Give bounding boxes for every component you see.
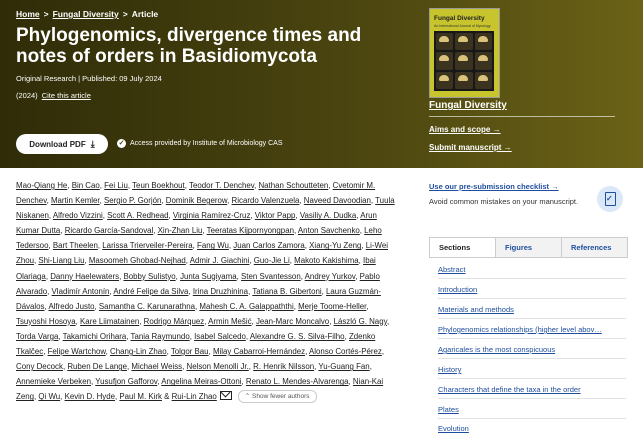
check-circle-icon: ✓ [118,140,125,147]
author-link[interactable]: Kare Liimatainen [80,316,140,326]
author-link[interactable]: Milay Cabarroi-Hernández [212,347,306,357]
author-link[interactable]: Zdenko Tkalčec [16,331,376,357]
author-link[interactable]: Ibai Olariaga [16,256,376,281]
divider [438,298,626,299]
divider [438,398,626,399]
author-link[interactable]: Tania Raymundo [130,331,190,341]
author-link[interactable]: Renato L. Mendes-Alvarenga [245,377,349,387]
author-link[interactable]: Paul M. Kirk [119,392,162,402]
divider [438,378,626,379]
author-link[interactable]: Kevin D. Hyde [64,392,115,402]
aims-scope-link[interactable]: Aims and scope → [429,125,501,134]
author-link[interactable]: Torda Varga [16,331,59,341]
author-link[interactable]: Larissa Trierveiler-Pereira [102,241,193,251]
author-link[interactable]: Rodrigo Márquez [143,316,205,326]
author-link[interactable]: Vladimír Antonín [51,286,110,296]
author-link[interactable]: Alfredo Justo [48,301,95,311]
author-conjunction: & [164,392,170,402]
access-text: Access provided by Institute of Microbiology CAS [130,140,283,147]
journal-cover-image [434,31,494,91]
author-link[interactable]: Nian-Kai Zeng [16,377,384,402]
journal-cover[interactable] [429,8,500,98]
author-link[interactable]: Anton Savchenko [297,226,360,236]
author-link[interactable]: Arun Kumar Dutta [16,211,377,236]
author-link[interactable]: Michael Weiss [131,362,183,372]
author-link[interactable]: Tatiana B. Gibertoni [252,286,322,296]
journal-name-link[interactable]: Fungal Diversity [429,100,507,111]
article-nav-tabs [429,237,628,258]
author-link[interactable]: Jean-Marc Moncalvo [255,316,330,326]
author-link[interactable]: Felipe Wartchow [47,347,106,357]
divider [438,278,626,279]
section-link-introduction[interactable]: Introduction [438,285,478,294]
breadcrumb-separator: > [122,9,128,19]
mushroom-icon [436,33,453,50]
author-link[interactable]: Angelina Meiras-Ottoni [161,377,242,387]
author-link[interactable]: Teeratas Kijpornyongpan [206,226,294,236]
author-link[interactable]: Mahesh C. A. Galappaththi [199,301,294,311]
author-link[interactable]: Shi-Liang Liu [38,256,85,266]
checklist-description: Avoid common mistakes on your manuscript. [429,197,579,206]
author-link[interactable]: Nathan Schoutteten [258,181,329,190]
author-link[interactable]: Ricardo Valenzuela [231,196,300,206]
author-link[interactable]: Li-Wei Zhou [16,241,388,266]
author-link[interactable]: László G. Nagy [333,316,387,326]
download-pdf-button[interactable] [16,134,108,154]
author-link[interactable]: Scott A. Redhead [107,211,169,221]
clipboard-check-icon [597,186,623,212]
author-link[interactable]: Vasiliy A. Dudka [299,211,357,221]
author-link[interactable]: Danny Haelewaters [50,271,120,281]
author-link[interactable]: Naveed Davoodian [303,196,371,206]
author-link[interactable]: Martin Kemler [50,196,100,206]
divider [438,338,626,339]
section-link-plates[interactable]: Plates [438,405,459,414]
author-link[interactable]: Annemieke Verbeken [16,377,92,387]
breadcrumb-current: Article [131,9,159,19]
author-link[interactable]: Ruben De Lange [67,362,127,372]
breadcrumb-journal[interactable]: Fungal Diversity [52,9,119,19]
author-link[interactable]: Alfredo Vizzini [52,211,103,221]
author-link[interactable]: Yu-Guang Fan [318,362,370,372]
author-link[interactable]: Admir J. Giachini [189,256,250,266]
author-link[interactable]: Sten Svantesson [241,271,301,281]
author-link[interactable]: Teun Boekhout [132,181,185,190]
section-link-materials[interactable]: Materials and methods [438,305,514,314]
author-link[interactable]: Alonso Cortés-Pérez [309,347,382,357]
author-link[interactable]: Cvetomir M. Denchev [16,181,376,206]
mushroom-icon [455,52,472,69]
journal-cover-subtitle: An International Journal of Mycology [434,24,491,28]
divider [438,318,626,319]
author-link[interactable]: Ricardo García-Sandoval [64,226,154,236]
author-link[interactable]: Leho Tedersoo [16,226,382,251]
download-arrow-icon: ⤓ [90,138,95,149]
section-link-phylogenomics[interactable]: Phylogenomics relationships (higher level abov… [438,325,602,334]
author-link[interactable]: Mao-Qiang He [16,181,68,190]
article-year: (2024) [16,91,38,100]
author-link[interactable]: Yusufjon Gafforov [95,377,158,387]
author-link[interactable]: Makoto Kakishima [294,256,359,266]
author-link[interactable]: Armin Mešić [208,316,252,326]
author-link[interactable]: Nelson Menolli Jr. [186,362,249,372]
breadcrumb-home[interactable]: Home [16,9,40,19]
tab-references[interactable]: References [571,243,612,252]
author-link[interactable]: Irina Druzhinina [192,286,249,296]
author-link[interactable]: Dominik Begerow [165,196,228,206]
author-link[interactable]: Tolgor Bau [170,347,209,357]
author-link[interactable]: André Felipe da Silva [113,286,189,296]
submit-manuscript-link[interactable]: Submit manuscript → [429,143,512,152]
author-link[interactable]: Pablo Alvarado [16,271,380,296]
divider [438,358,626,359]
author-link[interactable]: Teodor T. Denchev [189,181,255,190]
author-link[interactable]: Alexandre G. S. Silva-Filho [249,331,345,341]
author-link[interactable]: Cony Decock [16,362,63,372]
mushroom-icon [455,33,472,50]
article-meta: Original Research | Published: 09 July 2024 [16,74,162,83]
author-link[interactable]: Guo-Jie Li [253,256,290,266]
author-link[interactable]: Samantha C. Karunarathna [98,301,195,311]
author-link[interactable]: Tuula Niskanen [16,196,395,221]
author-link[interactable]: Junta Sugiyama [180,271,237,281]
article-year-row [16,91,91,100]
author-link[interactable]: Viktor Papp [254,211,296,221]
author-link[interactable]: Qi Wu [38,392,61,402]
author-link[interactable]: Rui-Lin Zhao [171,392,217,402]
breadcrumb [16,9,158,19]
author-link[interactable]: Xin-Zhan Liu [157,226,203,236]
mushroom-icon [436,52,453,69]
section-link-characters[interactable]: Characters that define the taxa in the order [438,385,581,394]
divider [438,418,626,419]
author-link[interactable]: Sergio P. Gorjón [104,196,162,206]
email-icon[interactable] [220,391,232,400]
author-link[interactable]: Xiang-Yu Zeng [309,241,362,251]
author-link[interactable]: Bin Cao [71,181,100,190]
author-link[interactable]: Andrey Yurkov [304,271,356,281]
author-link[interactable]: Fei Liu [104,181,128,190]
section-link-history[interactable]: History [438,365,462,374]
author-link[interactable]: Tsuyoshi Hosoya [16,316,76,326]
author-link[interactable]: R. Henrik Nilsson [253,362,315,372]
tab-figures[interactable]: Figures [496,238,562,257]
author-link[interactable]: Juan Carlos Zamora [233,241,305,251]
author-link[interactable]: Masoomeh Ghobad-Nejhad [88,256,186,266]
section-link-agaricales[interactable]: Agaricales is the most conspicuous [438,345,556,354]
mushroom-icon [475,33,492,50]
article-title: Phylogenomics, divergence times and notes of orders in Basidiomycota [16,25,362,67]
breadcrumb-separator: > [43,9,49,19]
show-fewer-authors-button[interactable]: ⌃ Show fewer authors [238,390,317,403]
cite-article-link[interactable]: Cite this article [41,91,91,100]
author-link[interactable]: Virginia Ramírez-Cruz [172,211,251,221]
mushroom-icon [436,72,453,89]
mushroom-icon [475,72,492,89]
tab-sections[interactable]: Sections [430,238,496,257]
section-link-evolution[interactable]: Evolution [438,424,469,433]
section-link-abstract[interactable]: Abstract [438,265,466,274]
author-link[interactable]: Chang-Lin Zhao [110,347,167,357]
divider [429,116,615,117]
author-link[interactable]: Bobby Sulistyo [123,271,176,281]
author-list: Mao-Qiang He, Bin Cao, Fei Liu, Teun Boekhout, Teodor T. Denchev, Nathan Schoutteten, Cvetomir M. Denchev, Martin Kemler, Sergio P. Gorjón, Dominik Begerow, Ricardo Valenzuela, Naveed Davoodian, Tuula Niskanen, Alfredo Vizzini, Scott A. Redhead, Virginia Ramírez-Cruz, Viktor Papp, Vasiliy A. Dudka, Arun Kumar Dutta, Ricardo García-Sandoval, Xin-Zhan Liu, Teeratas Kijpornyongpan, Anton Savchenko, Leho Tedersoo, Bart Theelen, Larissa Trierveiler-Pereira, Fang Wu, Juan Carlos Zamora, Xiang-Yu Zeng, Li-Wei Zhou, Shi-Liang Liu, Masoomeh Ghobad-Nejhad, Admir J. Giachini, Guo-Jie Li, Makoto Kakishima, Ibai Olariaga, Danny Haelewaters, Bobby Sulistyo, Junta Sugiyama, Sten Svantesson, Andrey Yurkov, Pablo Alvarado, Vladimír Antonín, André Felipe da Silva, Irina Druzhinina, Tatiana B. Gibertoni, Laura Guzmán-Dávalos, Alfredo Justo, Samantha C. Karunarathna, Mahesh C. A. Galappaththi, Merje Toome-Heller, Tsuyoshi Hosoya, Kare Liimatainen, Rodrigo Márquez, Armin Mešić, Jean-Marc Moncalvo, László G. Nagy, Torda Varga, Takamichi Orihara, Tania Raymundo, Isabel Salcedo, Alexandre G. S. Silva-Filho, Zdenko Tkalčec, Felipe Wartchow, Chang-Lin Zhao, Tolgor Bau, Milay Cabarroi-Hernández, Alonso Cortés-Pérez, Cony Decock, Ruben De Lange, Michael Weiss, Nelson Menolli Jr., R. Henrik Nilsson, Yu-Guang Fan, Annemieke Verbeken, Yusufjon Gafforov, Angelina Meiras-Ottoni, Renato L. Mendes-Alvarenga, Nian-Kai Zeng, Qi Wu, Kevin D. Hyde, Paul M. Kirk & Rui-Lin Zhao ⌃ Show fewer authors [16,181,395,402]
author-link[interactable]: Bart Theelen [52,241,98,251]
journal-cover-title: Fungal Diversity [434,15,485,22]
article-header [0,0,643,168]
mushroom-icon [455,72,472,89]
author-link[interactable]: Fang Wu [197,241,229,251]
access-notice [117,139,283,148]
download-pdf-label: Download PDF [29,139,86,149]
author-link[interactable]: Merje Toome-Heller [298,301,367,311]
author-link[interactable]: Takamichi Orihara [62,331,127,341]
presubmission-checklist-link[interactable]: Use our pre-submission checklist → [429,182,559,191]
mushroom-icon [475,52,492,69]
author-link[interactable]: Laura Guzmán-Dávalos [16,286,381,311]
author-link[interactable]: Isabel Salcedo [194,331,246,341]
